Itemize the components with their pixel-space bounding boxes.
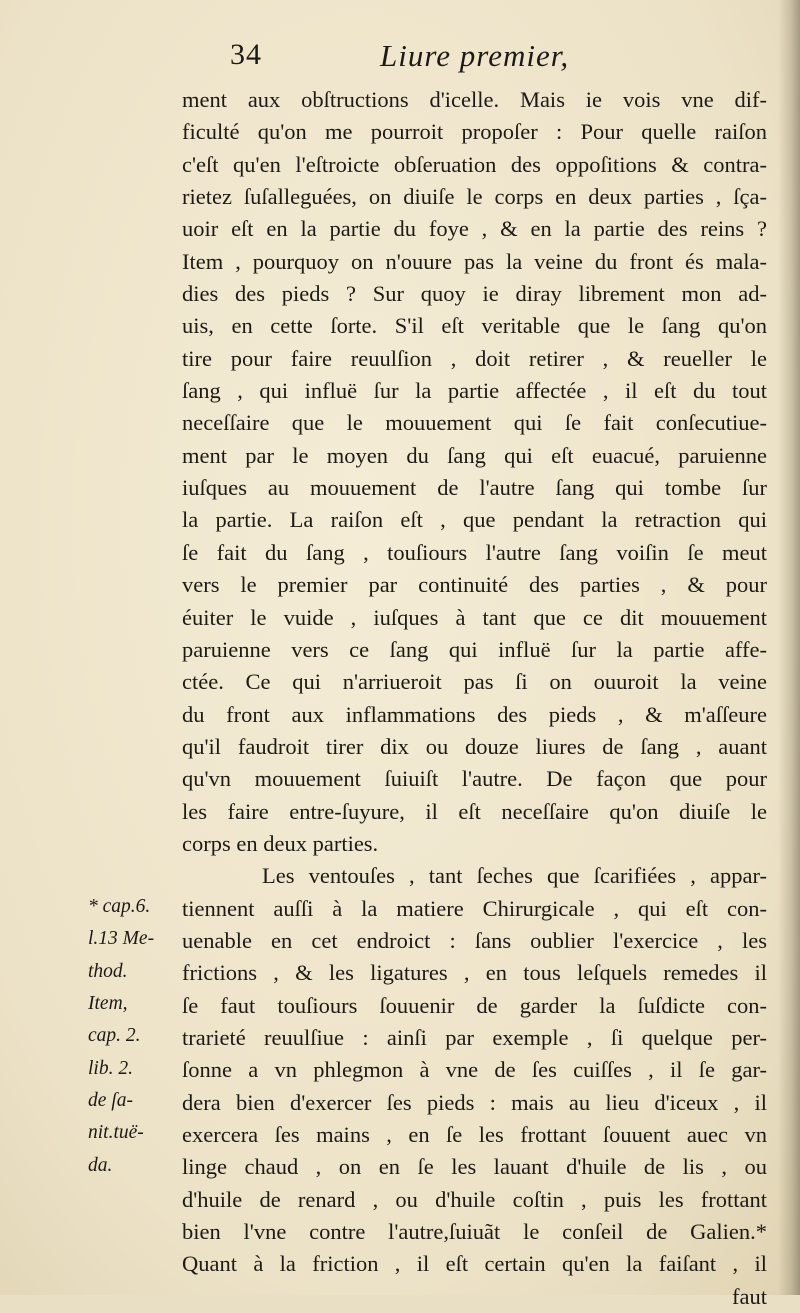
text-line: qu'vn mouuement ſuiuiſt l'autre. De façon que pour: [182, 766, 767, 792]
text-line: ſe faut touſiours ſouuenir de garder la ſuſdicte con-: [182, 992, 767, 1018]
text-line: ment par le moyen du ſang qui eſt euacué, paruienne: [182, 442, 767, 468]
margin-note: lib. 2.: [88, 1057, 133, 1079]
margin-notes: [88, 891, 184, 1182]
text-line: bien l'vne contre l'autre,ſuiuãt le conſeil de Galien.*: [182, 1219, 767, 1245]
text-line: ſang , qui influë ſur la partie affectée , il eſt du tout: [182, 378, 767, 404]
page-header: [230, 38, 690, 82]
text-line: du front aux inflammations des pieds , & m'aſſeure: [182, 701, 767, 727]
text-line: Item , pourquoy on n'ouure pas la veine du front és mala-: [182, 248, 767, 274]
margin-note: * cap.6.: [88, 896, 151, 917]
text-line: uoir eſt en la partie du foye , & en la partie des reins ?: [182, 216, 767, 242]
text-line: uenable en cet endroict : ſans oublier l'exercice , les: [182, 927, 767, 953]
text-line: neceſſaire que le mouuement qui ſe fait conſecutiue-: [182, 410, 767, 436]
page-edge-shadow: [778, 0, 800, 1295]
text-line: la partie. La raiſon eſt , que pendant la retraction qui: [182, 507, 767, 533]
text-line: tire pour faire reuulſion , doit retirer , & reueller le: [182, 345, 767, 371]
text-line: exercera ſes mains , en ſe les frottant ſouuent auec vn: [182, 1122, 767, 1147]
margin-note: cap. 2.: [88, 1025, 141, 1047]
text-line: iuſques au mouuement de l'autre ſang qui tombe ſur: [182, 475, 767, 501]
margin-note: l.13 Me-: [88, 928, 155, 950]
catchword: faut: [732, 1283, 767, 1309]
text-line: corps en deux parties.: [182, 830, 379, 856]
text-line: linge chaud , on en ſe les lauant d'huile de lis , ou: [182, 1154, 767, 1180]
text-line: uis, en cette ſorte. S'il eſt veritable que le ſang qu'on: [182, 313, 767, 339]
margin-note: da.: [88, 1154, 113, 1176]
margin-note: de ſa-: [88, 1090, 133, 1112]
text-line: paruienne vers ce ſang qui influë ſur la partie affe-: [182, 636, 767, 662]
text-line: frictions , & les ligatures , en tous leſquels remedes il: [182, 960, 767, 986]
text-line: Les ventouſes , tant ſeches que ſcarifiées , appar-: [262, 863, 767, 889]
text-line: Quant à la friction , il eſt certain qu'en la faiſant , il: [182, 1251, 767, 1277]
text-line: les faire entre-ſuyure, il eſt neceſſaire qu'on diuiſe le: [182, 798, 767, 824]
margin-note: nit.tuë-: [88, 1122, 144, 1144]
running-title: Liure premier,: [380, 38, 570, 73]
text-line: d'huile de renard , ou d'huile coſtin , puis les frottant: [182, 1186, 767, 1212]
text-line: ſe fait du ſang , touſiours l'autre ſang voiſin ſe meut: [182, 539, 767, 565]
page-number: 34: [230, 38, 262, 71]
margin-note: thod.: [88, 960, 128, 982]
text-line: qu'il faudroit tirer dix ou douze liures de ſang , auant: [182, 733, 767, 759]
text-line: dies des pieds ? Sur quoy ie diray librement mon ad-: [182, 281, 767, 307]
margin-note: Item,: [88, 993, 128, 1015]
text-line: ſonne a vn phlegmon à vne de ſes cuiſſes , il ſe gar-: [182, 1057, 767, 1083]
text-line: trarieté reuulſiue : ainſi par exemple , ſi quelque per-: [182, 1024, 767, 1050]
text-line: vers le premier par continuité des parties , & pour: [182, 572, 767, 598]
text-line: ctée. Ce qui n'arriueroit pas ſi on ouuroit la veine: [182, 669, 767, 695]
main-text: [182, 84, 767, 1313]
text-line: éuiter le vuide , iuſques à tant que ce dit mouuement: [182, 604, 767, 630]
text-line: tiennent auſſi à la matiere Chirurgicale , qui eſt con-: [182, 895, 767, 921]
text-line: c'eſt qu'en l'eſtroicte obſeruation des oppoſitions & contra-: [182, 151, 767, 177]
text-line: ficulté qu'on me pourroit propoſer : Pour quelle raiſon: [182, 119, 767, 145]
text-line: rietez ſuſalleguées, on diuiſe le corps en deux parties , ſça-: [182, 184, 767, 210]
text-line: ment aux obſtructions d'icelle. Mais ie vois vne dif-: [182, 87, 767, 112]
text-line: dera bien d'exercer ſes pieds : mais au lieu d'iceux , il: [182, 1089, 767, 1115]
